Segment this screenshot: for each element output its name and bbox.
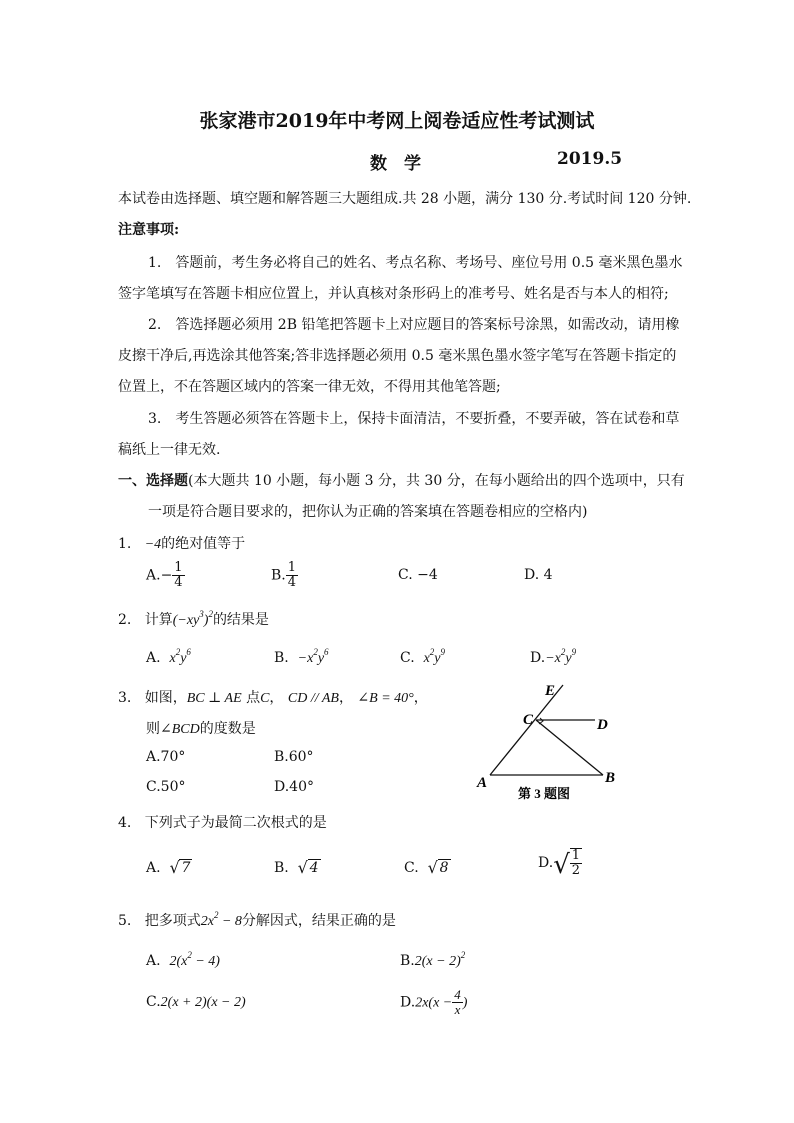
figure-caption: 第 3 题图 — [518, 786, 571, 801]
intro-text: 本试卷由选择题、填空题和解答题三大题组成.共 28 小题，满分 130 分.考试时间 120 分钟. — [118, 191, 692, 207]
q3-option-d: D.40° — [274, 779, 314, 795]
q4-option-c: C. √ 8 — [404, 858, 449, 877]
q4-option-b: B. √ 4 — [274, 858, 319, 877]
q1-option-b: B. $\frac{1}{4}$ — [271, 560, 297, 590]
q1-stem — [118, 533, 245, 553]
section-1-label: 一、选择题 — [118, 473, 188, 489]
label-d: D — [597, 717, 608, 733]
q1-text: 的绝对值等于 — [161, 536, 246, 552]
q5-option-b: $B.2(x - 2)^2$ — [400, 950, 466, 969]
subject-label: 数 学 — [370, 154, 421, 174]
q3-option-b: B.60° — [274, 749, 314, 765]
q4-option-a: A. √ 7 — [146, 858, 191, 877]
note-3-line1: 3. 考生答题必须答在答题卡上，保持卡面清洁，不要折叠，不要弄破，答在试卷和草 — [148, 411, 680, 427]
label-c: C — [523, 712, 534, 728]
q3-option-a: A.70° — [146, 749, 186, 765]
section-1-desc1: (本大题共 10 小题，每小题 3 分，共 30 分，在每小题给出的四个选项中，只有 — [188, 473, 685, 489]
q3-figure — [470, 680, 630, 805]
q1-expr: −4 — [144, 537, 162, 552]
q2-option-d: $D.-x^2y^9$ — [530, 647, 577, 666]
q2-option-c: C. $x^2y^9$ — [400, 647, 446, 666]
line-cb — [536, 720, 603, 775]
q5-option-c: C.2(x + 2)(x − 2) — [146, 994, 246, 1010]
q5-option-d: D.2x(x − $\frac{4}{x}$ ) — [400, 987, 468, 1017]
q2-option-b: B. $-x^2y^6$ — [274, 647, 329, 666]
note-1-line2: 签字笔填写在答题卡相应位置上，并认真核对条形码上的准考号、姓名是否与本人的相符; — [118, 286, 669, 302]
fraction: $\frac{1}{4}$ — [174, 560, 183, 590]
exam-date: 2019.5 — [557, 149, 623, 169]
q3-stem-line1: 3. 如图，BC ⊥ AE 点C， CD // AB， ∠B = 40°， — [118, 690, 428, 706]
page-title: 张家港市2019年中考网上阅卷适应性考试测试 — [199, 110, 595, 132]
q5-option-a: A. $2(x^2 - 4)$ — [146, 950, 220, 969]
notes-heading: 注意事项: — [118, 222, 180, 238]
q1-number: 1. — [118, 536, 132, 552]
label-a: A — [477, 775, 488, 791]
q2-stem: 2. 计算$(-xy^3)^2$的结果是 — [118, 609, 269, 628]
section-1-desc2: 一项是符合题目要求的，把你认为正确的答案填在答题卷相应的空格内) — [148, 504, 588, 520]
label-e: E — [545, 683, 556, 699]
note-2-line3: 位置上，不在答题区域内的答案一律无效，不得用其他笔答题; — [118, 379, 501, 395]
note-2-line1: 2. 答选择题必须用 2B 铅笔把答题卡上对应题目的答案标号涂黑，如需改动，请用橡 — [148, 317, 680, 333]
q4-stem: 4. 下列式子为最简二次根式的是 — [118, 815, 327, 831]
q2-option-a: A. $x^2y^6$ — [146, 647, 191, 666]
right-angle-mark — [539, 718, 543, 724]
fraction: $\frac{1}{4}$ — [287, 560, 297, 590]
note-3-line2: 稿纸上一律无效. — [118, 442, 221, 458]
section-1-header — [118, 470, 685, 490]
q1-option-a: A.− $\frac{1}{4}$ — [146, 560, 183, 590]
note-1-line1: 1. 答题前，考生务必将自己的姓名、考点名称、考场号、座位号用 0.5 毫米黑色墨水 — [148, 255, 683, 271]
q3-option-c: C.50° — [146, 779, 186, 795]
q3-stem-line2: 则∠BCD的度数是 — [146, 721, 256, 737]
q1-option-c: C. −4 — [398, 567, 438, 583]
label-b: B — [605, 770, 616, 786]
q4-option-d: D.√ $\frac{1}{2}$ — [538, 848, 581, 880]
q5-stem: 5. 把多项式$2x^2 - 8$分解因式，结果正确的是 — [118, 910, 396, 929]
q1-option-d: D. 4 — [524, 567, 553, 583]
note-2-line2: 皮擦干净后,再选涂其他答案;答非选择题必须用 0.5 毫米黑色墨水签字笔写在答题卡指定的 — [118, 348, 677, 364]
